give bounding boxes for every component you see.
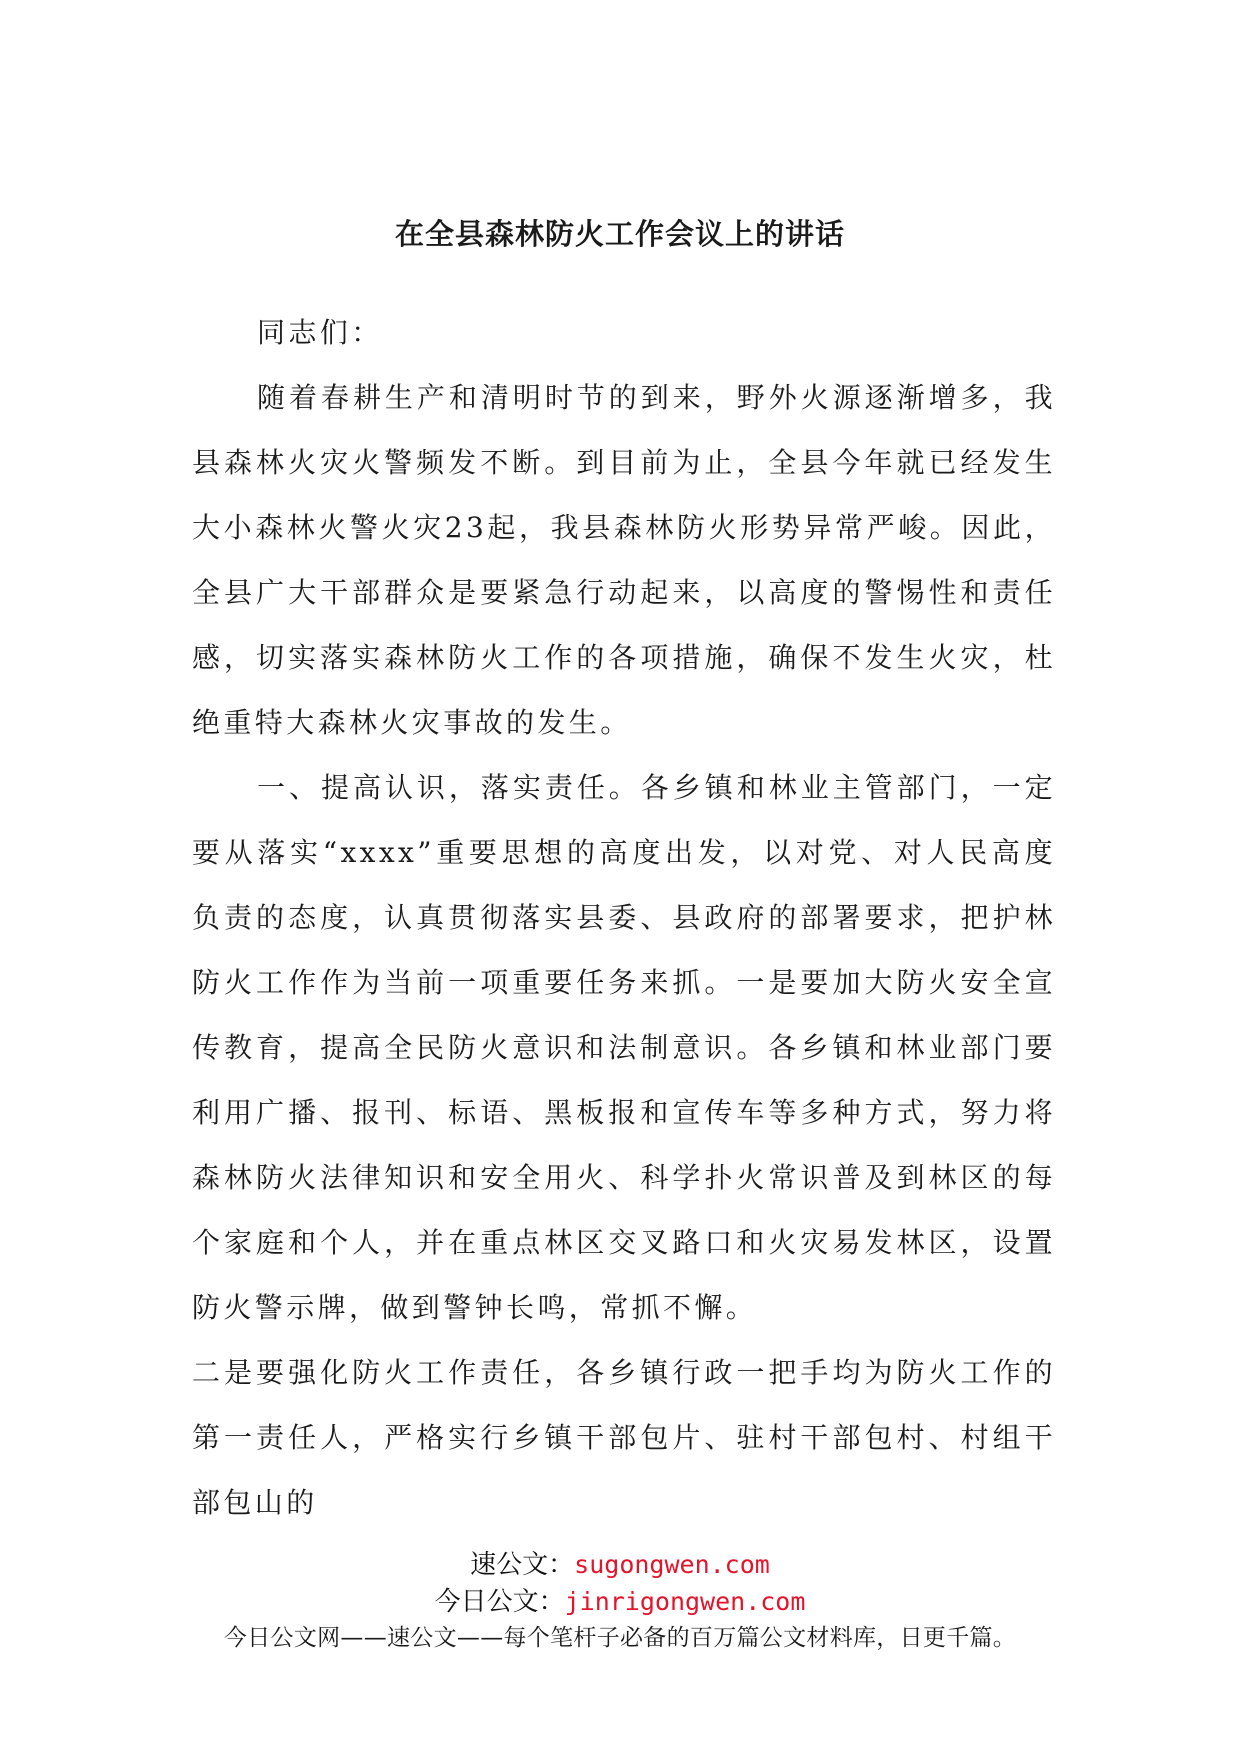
footer-line-sugongwen <box>0 1547 1240 1583</box>
paragraph-section-one: 一、提高认识，落实责任。各乡镇和林业主管部门，一定要从落实“xxxx”重要思想的高度出发，以对党、对人民高度负责的态度，认真贯彻落实县委、县政府的部署要求，把护林防火工作作为当前一项重要任务来抓。一是要加大防火安全宣传教育，提高全民防火意识和法制意识。各乡镇和林业部门要利用广播、报刊、标语、黑板报和宣传车等多种方式，努力将森林防火法律知识和安全用火、科学扑火常识普及到林区的每个家庭和个人，并在重点林区交叉路口和火灾易发林区，设置防火警示牌，做到警钟长鸣，常抓不懈。 <box>192 771 1056 1324</box>
document-body <box>192 300 1056 1535</box>
paragraph-intro: 随着春耕生产和清明时节的到来，野外火源逐渐增多，我县森林火灾火警频发不断。到目前为止，全县今年就已经发生大小森林火警火灾23起，我县森林防火形势异常严峻。因此，全县广大干部群众是要紧急行动起来，以高度的警惕性和责任感，切实落实森林防火工作的各项措施，确保不发生火灾，杜绝重特大森林火灾事故的发生。 <box>192 381 1056 739</box>
footer-label-sugongwen: 速公文： <box>470 1550 575 1580</box>
footer-link-sugongwen[interactable]: sugongwen.com <box>574 1550 770 1579</box>
footer-slogan: 今日公文网——速公文——每个笔杆子必备的百万篇公文材料库，日更千篇。 <box>223 1625 1017 1651</box>
footer-line-jinrigongwen <box>0 1584 1240 1620</box>
document-title: 在全县森林防火工作会议上的讲话 <box>394 217 845 251</box>
footer-label-jinrigongwen: 今日公文： <box>434 1587 565 1617</box>
paragraph-continuation: 二是要强化防火工作责任，各乡镇行政一把手均为防火工作的第一责任人，严格实行乡镇干部包片、驻村干部包村、村组干部包山的 <box>192 1356 1056 1519</box>
greeting: 同志们： <box>257 316 383 349</box>
footer-link-jinrigongwen[interactable]: jinrigongwen.com <box>564 1587 806 1616</box>
